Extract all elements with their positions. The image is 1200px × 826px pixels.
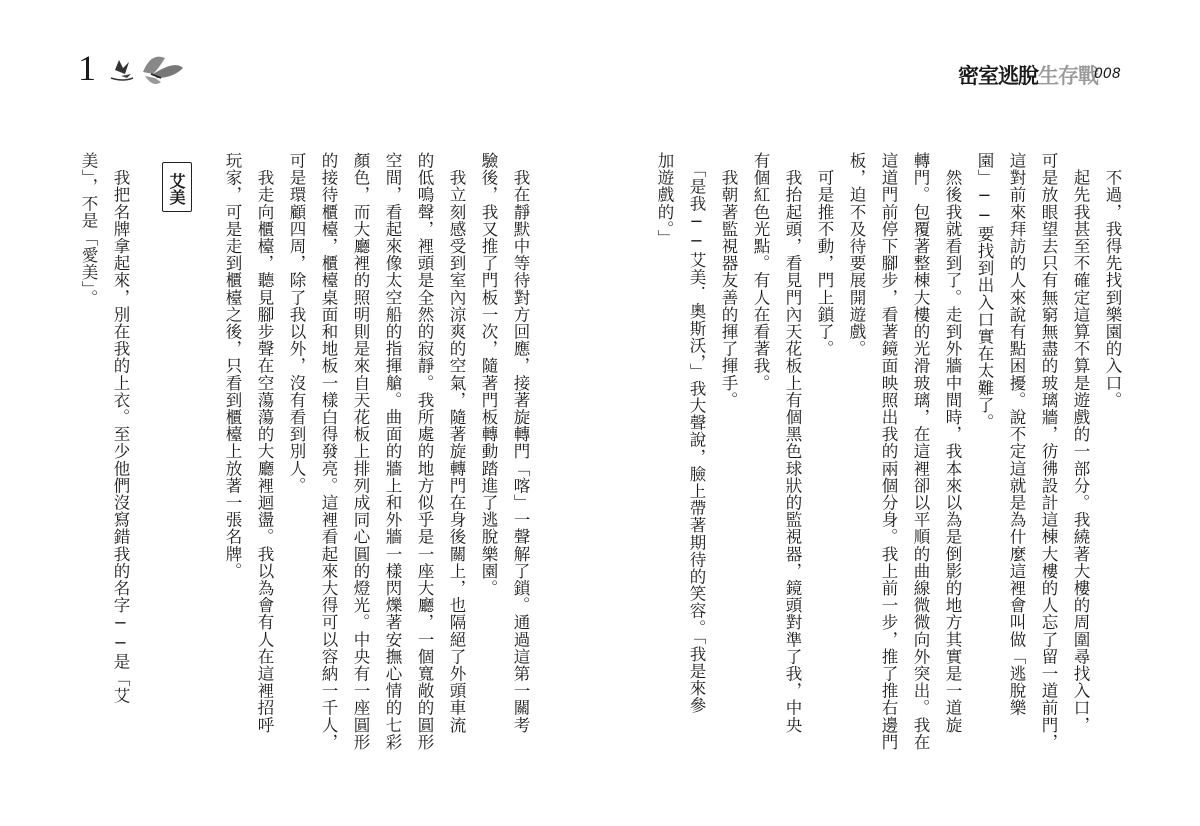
text-column: 我在靜默中等待對方回應，接著旋轉門「喀」一聲解了鎖。通過這第一關考	[511, 152, 530, 734]
text-column: 顏色，而大廳裡的照明則是來自天花板上排列成同心圓的燈光。中央有一座圓形	[351, 152, 370, 751]
page-number: 008	[1094, 66, 1121, 82]
text-column: 不過，我得先找到樂園的入口。	[1103, 152, 1122, 409]
chapter-number: 1	[78, 48, 96, 88]
text-column: 玩家，可是走到櫃檯之後，只看到櫃檯上放著一張名牌。	[223, 152, 242, 580]
text-column: 驗後，我又推了門板一次，隨著門板轉動踏進了逃脫樂園。	[479, 152, 498, 597]
text-column: 的低鳴聲，裡頭是全然的寂靜。我所處的地方似乎是一座大廳，一個寬敞的圓形	[415, 152, 434, 751]
text-column: 我走向櫃檯，聽見腳步聲在空蕩蕩的大廳裡迴盪。我以為會有人在這裡招呼	[255, 152, 274, 734]
text-column: 我抬起頭，看見門內天花板上有個黑色球狀的監視器，鏡頭對準了我，中央	[783, 152, 802, 734]
text-column: 加遊戲的。」	[655, 152, 674, 247]
section-heading: 艾美	[162, 162, 192, 212]
book-title	[958, 60, 1098, 90]
text-column: 我把名牌拿起來，別在我的上衣。至少他們沒寫錯我的名字──是「艾	[111, 152, 130, 705]
text-column: 板，迫不及待要展開遊戲。	[847, 152, 866, 358]
text-column: 起先我甚至不確定這算不算是遊戲的一部分。我繞著大樓的周圍尋找入口，	[1071, 152, 1090, 734]
text-column: 轉門。包覆著整棟大樓的光滑玻璃，在這裡卻以平順的曲線微微向外突出。我在	[911, 152, 930, 751]
book-title-sub: 生存戰	[1038, 64, 1098, 88]
text-column: 我立刻感受到室內涼爽的空氣，隨著旋轉門在身後關上，也隔絕了外頭車流	[447, 152, 466, 734]
text-column: 空間，看起來像太空船的指揮艙。曲面的牆上和外牆一樣閃爍著安撫心情的七彩	[383, 152, 402, 751]
text-column: 這對前來拜訪的人來說有點困擾。說不定這就是為什麼這裡會叫做「逃脫樂	[1007, 152, 1026, 717]
text-column: 可是放眼望去只有無窮無盡的玻璃牆，彷彿設計這棟大樓的人忘了留一道前門，	[1039, 152, 1058, 751]
text-column: 這道門前停下腳步，看著鏡面映照出我的兩個分身。我上前一步，推了推右邊門	[879, 152, 898, 751]
text-column: 我朝著監視器友善的揮了揮手。	[719, 152, 738, 409]
text-column: 「是我──艾美．奧斯沃，」我大聲說，臉上帶著期待的笑容。「我是來參	[687, 152, 706, 714]
bird-butterfly-ornament-icon	[103, 48, 185, 90]
text-column: 然後我就看到了。走到外牆中間時，我本來以為是倒影的地方其實是一道旋	[943, 152, 962, 734]
text-column: 園」──要找到出入口實在太難了。	[975, 152, 994, 431]
text-column: 美」，不是「愛美」。	[79, 152, 98, 307]
text-column: 有個紅色光點。有人在看著我。	[751, 152, 770, 392]
text-column: 可是推不動，門上鎖了。	[815, 152, 834, 358]
text-column: 可是環顧四周，除了我以外，沒有看到別人。	[287, 152, 306, 494]
book-title-main: 密室逃脫	[958, 64, 1038, 88]
text-column: 的接待櫃檯，櫃檯桌面和地板一樣白得發亮。這裡看起來大得可以容納一千人，	[319, 152, 338, 751]
